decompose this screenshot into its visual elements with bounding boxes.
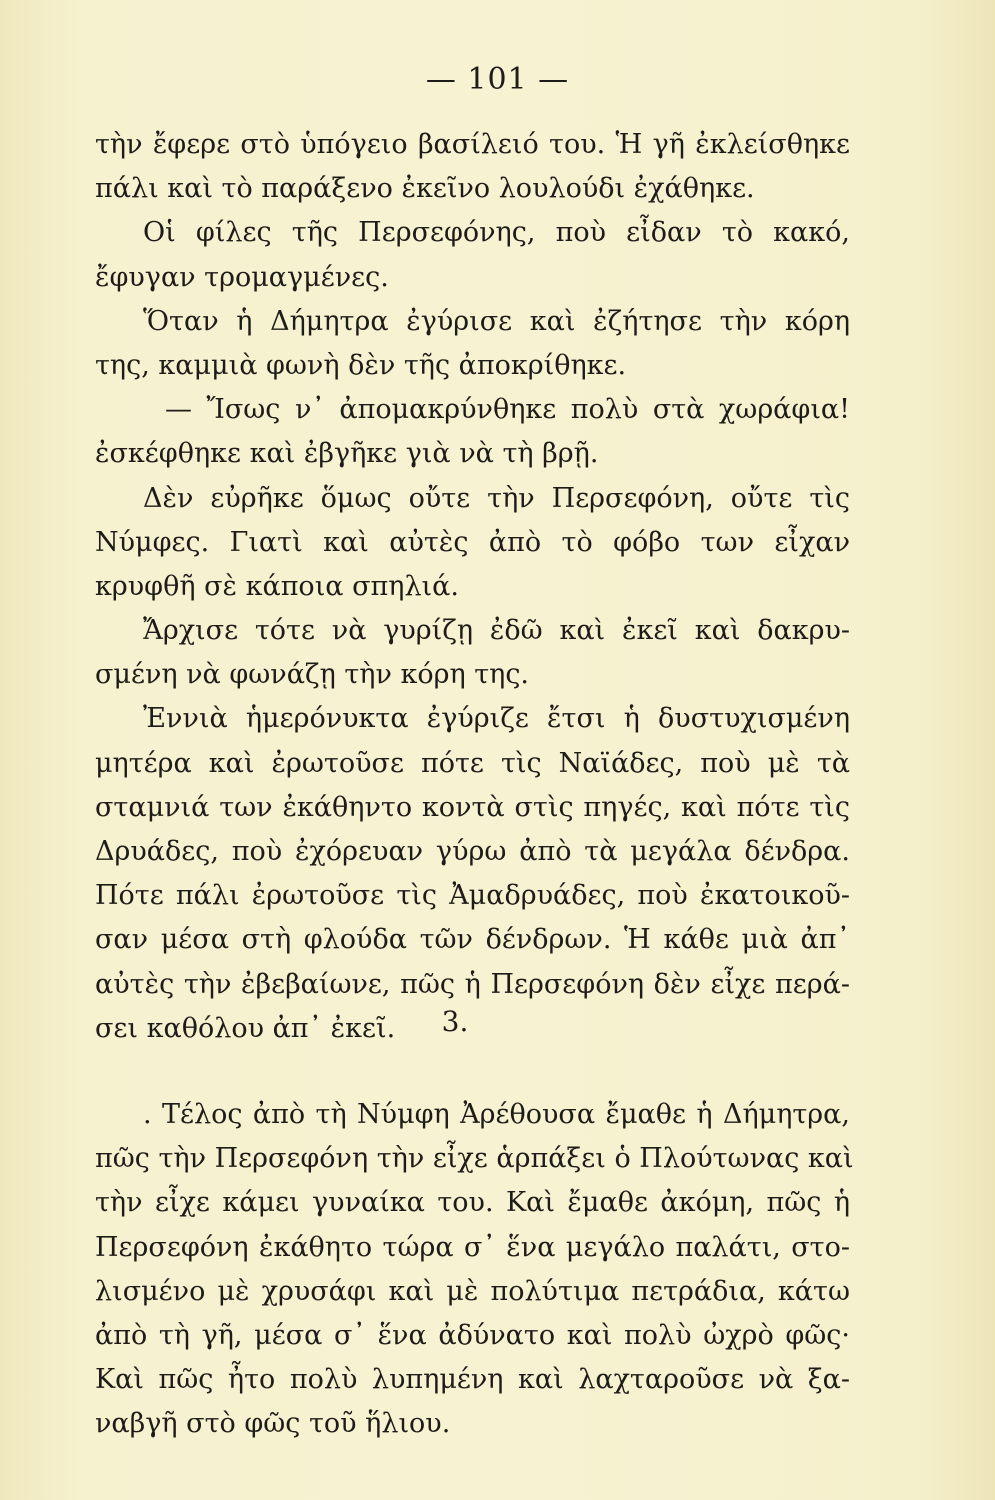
text-line: ἔφυγαν τρομαγμένες.: [95, 261, 389, 293]
text-line: Πότε πάλι ἐρωτοῦσε τὶς Ἀμαδρυάδες, ποὺ ἐκατοικοῦ-: [95, 880, 850, 912]
text-line: πάλι καὶ τὸ παράξενο ἐκεῖνο λουλούδι ἐχάθηκε.: [95, 173, 755, 205]
text-line: Περσεφόνη ἐκάθητο τώρα σ᾽ ἕνα μεγάλο παλάτι, στο-: [95, 1231, 850, 1263]
text-line: . Τέλος ἀπὸ τὴ Νύμφη Ἀρέθουσα ἔμαθε ἡ Δήμητρα,: [143, 1099, 850, 1130]
text-line: ἀπὸ τὴ γῆ, μέσα σ᾽ ἕνα ἀδύνατο καὶ πολὺ ὠχρὸ φῶς·: [95, 1319, 850, 1351]
text-line: κρυφθῆ σὲ κάποια σπηλιά.: [95, 570, 459, 602]
text-line: ναβγῆ στὸ φῶς τοῦ ἥλιου.: [95, 1408, 451, 1440]
text-line: Ὅταν ἡ Δήμητρα ἐγύρισε καὶ ἐζήτησε τὴν κόρη: [143, 305, 850, 337]
text-line: της, καμμιὰ φωνὴ δὲν τῆς ἀποκρίθηκε.: [95, 349, 627, 381]
text-block-after-section: [95, 1093, 854, 1447]
text-block-before-section: [95, 123, 850, 1051]
text-line: λισμένο μὲ χρυσάφι καὶ μὲ πολύτιμα πετράδια, κάτω: [95, 1275, 850, 1307]
text-line: Νύμφες. Γιατὶ καὶ αὐτὲς ἀπὸ τὸ φόβο των εἶχαν: [95, 526, 850, 558]
section-number: 3.: [441, 1005, 469, 1038]
text-line: τὴν ἔφερε στὸ ὑπόγειο βασίλειό του. Ἡ γῆ ἐκλείσθηκε: [95, 129, 850, 160]
text-line: Καὶ πῶς ἦτο πολὺ λυπημένη καὶ λαχταροῦσε νὰ ξα-: [95, 1364, 850, 1396]
text-line: Ἄρχισε τότε νὰ γυρίζῃ ἐδῶ καὶ ἐκεῖ καὶ δακρυ-: [143, 615, 850, 647]
text-line: Οἱ φίλες τῆς Περσεφόνης, ποὺ εἶδαν τὸ κακό,: [143, 217, 850, 249]
text-line: ἐσκέφθηκε καὶ ἐβγῆκε γιὰ νὰ τὴ βρῇ.: [95, 438, 599, 470]
text-line: Δὲν εὐρῆκε ὅμως οὔτε τὴν Περσεφόνη, οὔτε τὶς: [143, 482, 850, 514]
text-line: πῶς τὴν Περσεφόνη τὴν εἶχε ἁρπάξει ὁ Πλούτωνας καὶ: [95, 1143, 854, 1175]
text-line: — Ἴσως ν᾽ ἀπομακρύνθηκε πολὺ στὰ χωράφια!: [165, 394, 850, 426]
text-line: σταμνιά των ἐκάθηντο κοντὰ στὶς πηγές, καὶ πότε τὶς: [95, 791, 850, 823]
text-line: σμένη νὰ φωνάζῃ τὴν κόρη της.: [95, 659, 530, 691]
text-line: τὴν εἶχε κάμει γυναίκα του. Καὶ ἔμαθε ἀκόμη, πῶς ἡ: [95, 1187, 850, 1219]
text-line: σει καθόλου ἀπ᾽ ἐκεῖ.: [95, 1012, 396, 1044]
text-line: Δρυάδες, ποὺ ἐχόρευαν γύρω ἀπὸ τὰ μεγάλα δένδρα.: [95, 836, 850, 867]
text-line: Ἐννιὰ ἡμερόνυκτα ἐγύριζε ἔτσι ἡ δυστυχισμένη: [143, 703, 850, 735]
text-line: σαν μέσα στὴ φλούδα τῶν δένδρων. Ἡ κάθε μιὰ ἀπ᾽: [95, 924, 850, 956]
page-number: — 101 —: [425, 62, 570, 97]
text-line: μητέρα καὶ ἐρωτοῦσε πότε τὶς Ναϊάδες, ποὺ μὲ τὰ: [95, 747, 850, 779]
text-line: αὐτὲς τὴν ἐβεβαίωνε, πῶς ἡ Περσεφόνη δὲν εἶχε περά-: [95, 968, 850, 1000]
